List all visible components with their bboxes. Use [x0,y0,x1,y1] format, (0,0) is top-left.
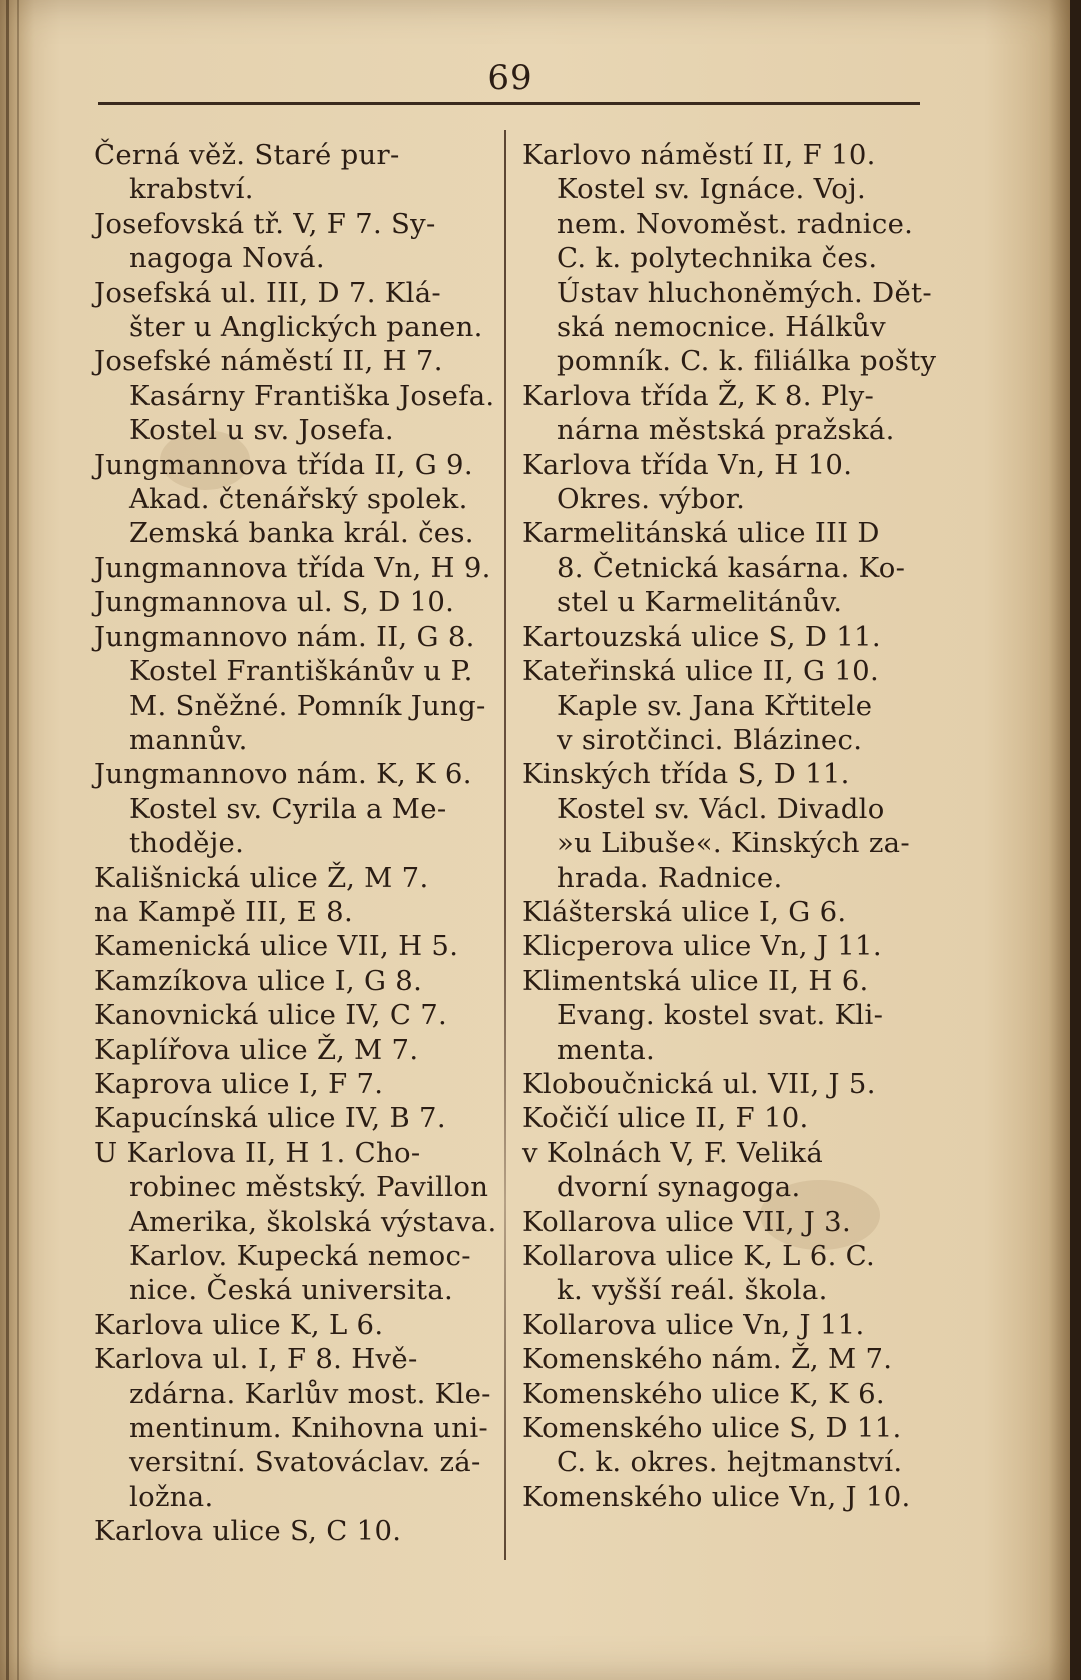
index-entry: Komenského ulice K, K 6. [522,1377,885,1410]
index-entry: Kamzíkova ulice I, G 8. [94,964,423,997]
index-entry: Kartouzská ulice S, D 11. [522,620,881,653]
column-divider [504,130,506,1560]
index-entry: Karlova třída Ž, K 8. Ply- nárna městská pražská. [522,379,895,447]
index-entry: Komenského ulice S, D 11. C. k. okres. hejtmanství. [522,1412,903,1479]
page-number: 69 [487,58,533,98]
index-entry: Josefské náměstí II, H 7. Kasárny Františka Josefa. Kostel u sv. Josefa. [94,345,495,447]
index-entry: Kaplířova ulice Ž, M 7. [94,1033,419,1066]
index-entry: Komenského ulice Vn, J 10. [522,1480,911,1513]
index-entry: Kališnická ulice Ž, M 7. [94,861,429,894]
index-entry: Kinských třída S, D 11. Kostel sv. Václ. Divadlo »u Libuše«. Kinských za- hrada. Radnice. [522,758,910,894]
index-entry: v Kolnách V, F. Veliká dvorní synagoga. [522,1136,824,1204]
index-entry: Karlova ul. I, F 8. Hvě- zdárna. Karlův most. Kle- mentinum. Knihovna uni- versitní. Svatováclav. zá- ložna. [94,1343,491,1513]
index-entry: Kollarova ulice K, L 6. C. k. vyšší reál. škola. [522,1240,876,1307]
index-entry: Kapucínská ulice IV, B 7. [94,1102,446,1135]
index-entry: Kollarova ulice Vn, J 11. [522,1308,865,1341]
index-entry: Karlovo náměstí II, F 10. Kostel sv. Ignáce. Voj. nem. Novoměst. radnice. C. k. polytechnika čes. Ústav hluchoněmých. Dět- ská nemocnice. Hálkův pomník. C. k. filiálka pošty [522,139,937,378]
index-entry: Kanovnická ulice IV, C 7. [94,999,448,1032]
index-entry: Karlova třída Vn, H 10. Okres. výbor. [522,448,853,516]
index-entry: Josefovská tř. V, F 7. Sy- nagoga Nová. [94,207,436,275]
index-entry: Klášterská ulice I, G 6. [522,895,847,928]
index-entry: Černá věž. Staré pur- krabství. [94,139,400,206]
index-entry: Kloboučnická ul. VII, J 5. [522,1067,876,1100]
index-entry: Kollarova ulice VII, J 3. [522,1205,852,1238]
index-entry: Karmelitánská ulice III D 8. Četnická kasárna. Ko- stel u Karmelitánův. [522,517,906,619]
index-entry: Josefská ul. III, D 7. Klá- šter u Anglických panen. [94,276,483,344]
index-entry: Jungmannova třída Vn, H 9. [94,551,491,584]
index-entry: Kamenická ulice VII, H 5. [94,930,459,963]
index-entry: U Karlova II, H 1. Cho- robinec městský. Pavillon Amerika, školská výstava. Karlov. Kupecká nemoc- nice. Česká universita. [94,1136,497,1307]
index-entry: Kateřinská ulice II, G 10. Kaple sv. Jana Křtitele v sirotčinci. Blázinec. [522,655,880,756]
index-entry: Karlova ulice K, L 6. [94,1308,384,1341]
index-entry: Jungmannovo nám. II, G 8. Kostel Františkánův u P. M. Sněžné. Pomník Jung- mannův. [94,620,486,756]
right-column [522,138,937,1514]
index-entry: Jungmannovo nám. K, K 6. Kostel sv. Cyrila a Me- thoděje. [94,758,472,860]
index-entry: Karlova ulice S, C 10. [94,1515,402,1548]
left-column [94,138,497,1549]
index-entry: Jungmannova ul. S, D 10. [94,586,455,619]
index-entry: Komenského nám. Ž, M 7. [522,1343,893,1376]
index-entry: na Kampě III, E 8. [94,895,354,928]
index-entry: Kočičí ulice II, F 10. [522,1102,809,1135]
index-entry: Kaprova ulice I, F 7. [94,1067,384,1100]
index-entry: Jungmannova třída II, G 9. Akad. čtenářský spolek. Zemská banka král. čes. [94,448,474,550]
header-rule [98,102,920,105]
index-entry: Klicperova ulice Vn, J 11. [522,930,882,963]
index-entry: Klimentská ulice II, H 6. Evang. kostel svat. Kli- menta. [522,964,884,1066]
